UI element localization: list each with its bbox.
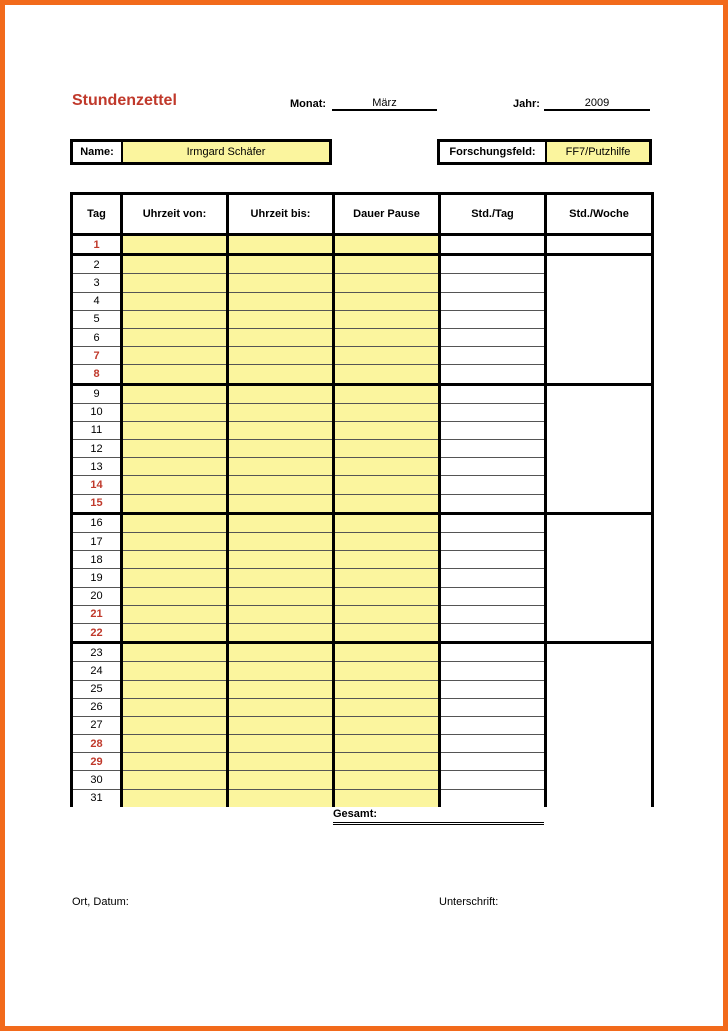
time-to-cell[interactable] [228, 347, 334, 365]
name-box [70, 139, 332, 165]
break-duration-cell[interactable] [334, 605, 440, 623]
day-cell: 12 [72, 440, 122, 458]
time-from-cell[interactable] [122, 735, 228, 753]
research-field-box [437, 139, 652, 165]
time-to-cell[interactable] [228, 476, 334, 494]
day-cell: 22 [72, 623, 122, 642]
break-duration-cell[interactable] [334, 789, 440, 807]
year-label: Jahr: [513, 98, 540, 110]
time-to-cell[interactable] [228, 310, 334, 328]
day-cell: 30 [72, 771, 122, 789]
break-duration-cell[interactable] [334, 716, 440, 734]
break-duration-cell[interactable] [334, 347, 440, 365]
time-to-cell[interactable] [228, 365, 334, 384]
day-cell: 26 [72, 698, 122, 716]
hours-per-day-cell[interactable] [440, 421, 546, 439]
hours-per-day-cell[interactable] [440, 513, 546, 532]
time-to-cell[interactable] [228, 587, 334, 605]
hours-per-day-cell[interactable] [440, 476, 546, 494]
time-from-cell[interactable] [122, 494, 228, 513]
time-from-cell[interactable] [122, 292, 228, 310]
hours-per-day-cell[interactable] [440, 235, 546, 255]
time-from-cell[interactable] [122, 255, 228, 274]
hours-per-day-cell[interactable] [440, 789, 546, 807]
day-cell: 25 [72, 680, 122, 698]
time-to-cell[interactable] [228, 735, 334, 753]
column-header-time-to: Uhrzeit bis: [228, 194, 334, 235]
time-to-cell[interactable] [228, 789, 334, 807]
day-cell: 14 [72, 476, 122, 494]
time-to-cell[interactable] [228, 513, 334, 532]
time-from-cell[interactable] [122, 533, 228, 551]
hours-per-week-cell[interactable] [546, 513, 653, 642]
time-to-cell[interactable] [228, 698, 334, 716]
break-duration-cell[interactable] [334, 551, 440, 569]
table-row [72, 255, 653, 274]
time-from-cell[interactable] [122, 274, 228, 292]
time-from-cell[interactable] [122, 789, 228, 807]
page-title: Stundenzettel [72, 92, 177, 109]
hours-per-week-cell[interactable] [546, 255, 653, 384]
hours-per-day-cell[interactable] [440, 551, 546, 569]
hours-per-day-cell[interactable] [440, 753, 546, 771]
time-to-cell[interactable] [228, 440, 334, 458]
break-duration-cell[interactable] [334, 643, 440, 662]
break-duration-cell[interactable] [334, 513, 440, 532]
time-from-cell[interactable] [122, 587, 228, 605]
table-row [72, 513, 653, 532]
research-field-value[interactable]: FF7/Putzhilfe [547, 142, 649, 162]
time-from-cell[interactable] [122, 716, 228, 734]
column-header-hours-per-day: Std./Tag [440, 194, 546, 235]
time-to-cell[interactable] [228, 421, 334, 439]
day-cell: 6 [72, 328, 122, 346]
time-from-cell[interactable] [122, 235, 228, 255]
time-to-cell[interactable] [228, 771, 334, 789]
time-to-cell[interactable] [228, 494, 334, 513]
table-row [72, 384, 653, 403]
hours-per-day-cell[interactable] [440, 458, 546, 476]
break-duration-cell[interactable] [334, 292, 440, 310]
hours-per-day-cell[interactable] [440, 292, 546, 310]
day-cell: 2 [72, 255, 122, 274]
name-field[interactable]: Irmgard Schäfer [123, 142, 329, 162]
hours-per-day-cell[interactable] [440, 698, 546, 716]
break-duration-cell[interactable] [334, 533, 440, 551]
break-duration-cell[interactable] [334, 421, 440, 439]
table-row [72, 235, 653, 255]
month-label: Monat: [290, 98, 327, 110]
day-cell: 27 [72, 716, 122, 734]
break-duration-cell[interactable] [334, 771, 440, 789]
time-to-cell[interactable] [228, 569, 334, 587]
hours-per-day-cell[interactable] [440, 605, 546, 623]
hours-per-week-cell[interactable] [546, 643, 653, 807]
time-from-cell[interactable] [122, 403, 228, 421]
column-header-break-duration: Dauer Pause [334, 194, 440, 235]
time-from-cell[interactable] [122, 365, 228, 384]
day-cell: 19 [72, 569, 122, 587]
column-header-hours-per-week: Std./Woche [546, 194, 653, 235]
break-duration-cell[interactable] [334, 328, 440, 346]
day-cell: 8 [72, 365, 122, 384]
break-duration-cell[interactable] [334, 274, 440, 292]
day-cell: 9 [72, 384, 122, 403]
hours-per-day-cell[interactable] [440, 680, 546, 698]
day-cell: 23 [72, 643, 122, 662]
hours-per-day-cell[interactable] [440, 623, 546, 642]
hours-per-day-cell[interactable] [440, 274, 546, 292]
hours-per-day-cell[interactable] [440, 716, 546, 734]
time-from-cell[interactable] [122, 551, 228, 569]
hours-per-day-cell[interactable] [440, 643, 546, 662]
day-cell: 28 [72, 735, 122, 753]
year-field[interactable]: 2009 [544, 97, 650, 111]
break-duration-cell[interactable] [334, 569, 440, 587]
place-date-label: Ort, Datum: [72, 896, 129, 908]
time-from-cell[interactable] [122, 753, 228, 771]
time-from-cell[interactable] [122, 310, 228, 328]
table-header-row [72, 194, 653, 235]
break-duration-cell[interactable] [334, 680, 440, 698]
break-duration-cell[interactable] [334, 365, 440, 384]
break-duration-cell[interactable] [334, 384, 440, 403]
break-duration-cell[interactable] [334, 476, 440, 494]
break-duration-cell[interactable] [334, 753, 440, 771]
day-cell: 5 [72, 310, 122, 328]
time-from-cell[interactable] [122, 328, 228, 346]
hours-per-day-cell[interactable] [440, 310, 546, 328]
time-from-cell[interactable] [122, 643, 228, 662]
time-from-cell[interactable] [122, 623, 228, 642]
time-to-cell[interactable] [228, 292, 334, 310]
time-from-cell[interactable] [122, 421, 228, 439]
time-to-cell[interactable] [228, 680, 334, 698]
day-cell: 21 [72, 605, 122, 623]
time-to-cell[interactable] [228, 605, 334, 623]
day-cell: 31 [72, 789, 122, 807]
signature-label: Unterschrift: [439, 896, 499, 908]
timesheet-table [70, 192, 654, 807]
research-field-label: Forschungsfeld: [440, 142, 547, 162]
total-label: Gesamt: [333, 808, 544, 825]
break-duration-cell[interactable] [334, 440, 440, 458]
time-to-cell[interactable] [228, 716, 334, 734]
break-duration-cell[interactable] [334, 458, 440, 476]
hours-per-week-cell[interactable] [546, 235, 653, 255]
time-to-cell[interactable] [228, 753, 334, 771]
time-to-cell[interactable] [228, 662, 334, 680]
hours-per-day-cell[interactable] [440, 662, 546, 680]
break-duration-cell[interactable] [334, 623, 440, 642]
hours-per-day-cell[interactable] [440, 365, 546, 384]
time-from-cell[interactable] [122, 476, 228, 494]
break-duration-cell[interactable] [334, 587, 440, 605]
hours-per-day-cell[interactable] [440, 771, 546, 789]
column-header-time-from: Uhrzeit von: [122, 194, 228, 235]
day-cell: 3 [72, 274, 122, 292]
hours-per-day-cell[interactable] [440, 735, 546, 753]
hours-per-day-cell[interactable] [440, 255, 546, 274]
break-duration-cell[interactable] [334, 662, 440, 680]
time-from-cell[interactable] [122, 698, 228, 716]
time-from-cell[interactable] [122, 513, 228, 532]
day-cell: 7 [72, 347, 122, 365]
time-to-cell[interactable] [228, 623, 334, 642]
hours-per-day-cell[interactable] [440, 569, 546, 587]
break-duration-cell[interactable] [334, 698, 440, 716]
time-to-cell[interactable] [228, 643, 334, 662]
time-from-cell[interactable] [122, 384, 228, 403]
day-cell: 18 [72, 551, 122, 569]
time-to-cell[interactable] [228, 235, 334, 255]
time-to-cell[interactable] [228, 458, 334, 476]
month-field[interactable]: März [332, 97, 437, 111]
time-to-cell[interactable] [228, 274, 334, 292]
time-to-cell[interactable] [228, 328, 334, 346]
time-to-cell[interactable] [228, 384, 334, 403]
day-cell: 17 [72, 533, 122, 551]
time-to-cell[interactable] [228, 255, 334, 274]
time-from-cell[interactable] [122, 440, 228, 458]
day-cell: 16 [72, 513, 122, 532]
name-label: Name: [73, 142, 123, 162]
hours-per-day-cell[interactable] [440, 347, 546, 365]
break-duration-cell[interactable] [334, 494, 440, 513]
break-duration-cell[interactable] [334, 403, 440, 421]
hours-per-day-cell[interactable] [440, 328, 546, 346]
time-to-cell[interactable] [228, 551, 334, 569]
hours-per-day-cell[interactable] [440, 494, 546, 513]
day-cell: 4 [72, 292, 122, 310]
day-cell: 24 [72, 662, 122, 680]
day-cell: 1 [72, 235, 122, 255]
time-from-cell[interactable] [122, 771, 228, 789]
break-duration-cell[interactable] [334, 255, 440, 274]
day-cell: 20 [72, 587, 122, 605]
hours-per-day-cell[interactable] [440, 440, 546, 458]
day-cell: 15 [72, 494, 122, 513]
time-from-cell[interactable] [122, 569, 228, 587]
time-from-cell[interactable] [122, 347, 228, 365]
time-from-cell[interactable] [122, 605, 228, 623]
table-row [72, 643, 653, 662]
day-cell: 10 [72, 403, 122, 421]
hours-per-day-cell[interactable] [440, 403, 546, 421]
day-cell: 11 [72, 421, 122, 439]
hours-per-week-cell[interactable] [546, 384, 653, 513]
hours-per-day-cell[interactable] [440, 587, 546, 605]
day-cell: 29 [72, 753, 122, 771]
break-duration-cell[interactable] [334, 735, 440, 753]
time-from-cell[interactable] [122, 458, 228, 476]
day-cell: 13 [72, 458, 122, 476]
time-from-cell[interactable] [122, 662, 228, 680]
break-duration-cell[interactable] [334, 310, 440, 328]
break-duration-cell[interactable] [334, 235, 440, 255]
time-to-cell[interactable] [228, 403, 334, 421]
column-header-day: Tag [72, 194, 122, 235]
time-to-cell[interactable] [228, 533, 334, 551]
hours-per-day-cell[interactable] [440, 384, 546, 403]
time-from-cell[interactable] [122, 680, 228, 698]
hours-per-day-cell[interactable] [440, 533, 546, 551]
